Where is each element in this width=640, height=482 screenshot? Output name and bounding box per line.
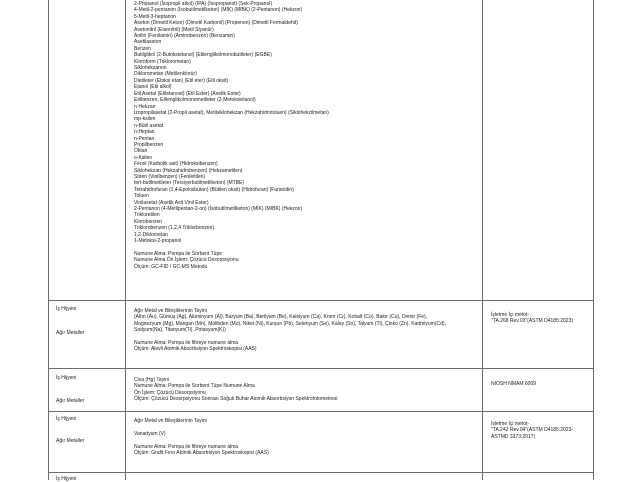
row-divider	[48, 368, 594, 369]
method-line: "TA.242 Rev.04"(ASTM D4185:2023-	[491, 427, 574, 434]
measurement-line: Ölçüm: GC-FID / GC-MS Metodu	[134, 263, 208, 270]
analyte-line: 4-Metil-2-pentanon (İsobutilmetilketon) (MİK) (MIBK) (2-Pentanon) (Hekzon)	[134, 7, 303, 14]
measurement-line: Ölçüm: Grafit Fırın Atomik Absorbsiyon Spektroskopisi (AAS)	[134, 450, 269, 456]
analyte-line: 2-Propanol (İzopropil alkol) (IPA) (İsopropanol) (Sek-Propanol)	[134, 1, 273, 7]
sampling-line: Numune Alma: Pompa ile filtreye numune alma	[134, 443, 239, 450]
analyte-line: Vinilasetat (Asetik Asit Vinil Ester)	[134, 199, 209, 206]
category-label: İş Hijyeni	[56, 476, 77, 482]
analyte-line: Etilbenzen, Etilenglikolmonometileter (2-Metoksietanol)	[134, 97, 256, 104]
row-divider	[48, 300, 594, 301]
analyte-line: Etanol (Etil alkol)	[134, 84, 172, 91]
test-description-cell	[134, 418, 269, 456]
column-divider	[125, 0, 126, 480]
analyte-line: n-Heptan	[134, 129, 155, 136]
analyte-line: n-Hekzan	[134, 103, 156, 110]
sampling-line: Numune Alma: Pompa ile Sorbent Tüpe Numune Alma	[134, 383, 255, 390]
test-description-cell	[134, 377, 337, 403]
analyte-line: Siklohekzanon	[134, 65, 167, 72]
test-title: Ağır Metal ve Bileşiklerinin Tayini	[134, 418, 207, 424]
method-line: İşletme İçi metot-	[491, 421, 530, 427]
analyte-list-line: (Altın (Au), Gümüş (Ag), Alüminyum (Al), Baryum (Ba), Berilyum (Be), Kalsiyum (Ca), Krom (Cr), Kobalt (Co), Bakır (Cu), Demir (Fe),	[134, 314, 428, 321]
pretreatment-line: Ön İşlem: Çözücü Desorpsiyonu	[134, 389, 206, 396]
sampling-line: Numune Alma: Pompa ile Sorbent Tüpe	[134, 250, 223, 257]
method-line: "TA.268 Rev.03"(ASTM D4185:2023)	[491, 318, 574, 325]
test-title: Ağır Metal ve Bileşiklerinin Tayini	[134, 308, 207, 314]
analyte-line: Aseton (Dimetil Keton) (Dimetil Karbonil) (Propenon) (Dimetil Formaldehit)	[134, 20, 298, 27]
analyte-line: Toluen	[134, 193, 149, 200]
analyte-line: Asetilaseton	[134, 39, 162, 46]
analyte-line: Etil Asetat (Etiletanoat) (Etil Ester) (Asetik Ester)	[134, 90, 241, 97]
analyte-line: 5-Metil-3-heptanon	[134, 13, 176, 20]
analyte-list-line: Magnezyum (Mg), Mangan (Mn), Molibden (Mo), Nikel (Ni), Kurşun (Pb), Selenyum (Se), Kalay (Sn), Talyum (Tl), Çinko (Zn), Kadmiyum(Cd),	[134, 320, 446, 327]
analyte-line: Kloroform (Triklorometan)	[134, 58, 191, 65]
method-reference-cell	[491, 312, 573, 325]
method-reference-cell	[491, 381, 536, 387]
method-line: NIOSH NMAM 6009	[491, 381, 537, 387]
analyte-line: Stiren (Vinilbenzen) (Feniletilen)	[134, 173, 206, 180]
analyte-line: Butilglikol (2-Butoksietanol) (Etilenglikolmonobutileter) (EGBE)	[134, 52, 272, 59]
analyte-line: 2-Pentanon (4-Metilpentan-2-on) (İsobutilmetilketon) (MİK) (MIBK) (Hekzon)	[134, 206, 303, 212]
method-line: ASTMD 3373:2017)	[491, 433, 536, 440]
method-reference-cell	[491, 421, 573, 440]
analyte-line: İzopropilasetat (2-Propil asetat), Metilsiklohekzan (Hekzahidrotoluen) (Siklohekzilmetan)	[134, 109, 329, 116]
analyte-line: Asetonitril (Etannitril) (Metil Siyanür)	[134, 26, 214, 33]
category-label: İş Hijyeni	[56, 416, 77, 422]
accreditation-scope-table	[48, 0, 594, 480]
analyte-list-line: Sodyum(Na), Titanyum(Ti), Potasyum(K))	[134, 327, 226, 334]
analyte-line: mp-ksilen	[134, 116, 156, 123]
table-border-left	[48, 0, 49, 480]
analyte-line: n-Bütil asetat	[134, 122, 164, 129]
pretreatment-line: Numune Alma Ön İşlem: Çözücü Desorpsiyonu	[134, 257, 239, 264]
column-divider	[482, 0, 483, 480]
row-divider	[48, 472, 594, 473]
analyte-line: Diklorometan (Metilenklorür)	[134, 71, 197, 78]
analyte-line: Klorobenzen	[134, 218, 163, 225]
subcategory-label: Ağır Metaller	[56, 438, 85, 444]
analyte-line: Tetrahidrofuran (1,4-Epoksibütan) (Bütilen oksit) (Hidrofuran) (Furanidin)	[134, 186, 294, 193]
analyte-line: Dietileter (Etoksi etan) (Etil eter) (Etil oksit)	[134, 77, 229, 84]
analyte-line: n-Pentan	[134, 135, 155, 142]
analyte-line: o-Ksilen	[134, 154, 153, 161]
measurement-line: Ölçüm: Çözücü Desorpsiyonu Sonrası Soğuk Buhar Atomik Absorbsiyon Spektrofotometresi	[134, 396, 338, 403]
analyte-line: Oktan	[134, 148, 148, 155]
subcategory-label: Ağır Metaller	[56, 398, 85, 404]
analyte-line: Trikloretilen	[134, 212, 160, 219]
analyte-line: Triklorobenzen (1,2,4 Triklorbenzen)	[134, 225, 215, 232]
analyte-line: Siklohekzan (Hekzahidrobenzen) (Hekzametilen)	[134, 167, 243, 174]
row-divider	[48, 411, 594, 412]
analyte-line: Fenol (Karbolik asit) (Hidroksibenzen)	[134, 161, 218, 168]
test-description-cell	[134, 308, 446, 353]
category-label: İş Hijyeni	[56, 306, 77, 312]
analyte-line: 1,2-Dikloroetan	[134, 231, 168, 238]
test-title: Civa (Hg) Tayini	[134, 377, 170, 383]
analyte-line: 1-Metoksi-2-propanol	[134, 238, 182, 245]
analyte-line: tert-butilmetileter (Tersiyerbutilmetilketon) (MTBE)	[134, 180, 245, 187]
table-border-right	[593, 0, 594, 480]
analyte-line: Propilbenzen	[134, 141, 164, 148]
analyte-line: Benzen	[134, 45, 151, 52]
sampling-line: Numune Alma: Pompa ile filtreye numune alma	[134, 340, 239, 347]
category-label: İş Hijyeni	[56, 375, 77, 381]
subcategory-label: Ağır Metaller	[56, 330, 85, 336]
analyte-line: Anilin (Fenilamin) (Aminobenzen) (Benzamin)	[134, 33, 235, 40]
measurement-line: Ölçüm: Alevli Atomik Absorbsiyon Spektroskopisi (AAS)	[134, 346, 257, 353]
test-description-cell	[134, 1, 329, 270]
analyte-line: Vanadyum (V)	[134, 430, 166, 437]
method-line: İşletme İçi metot-	[491, 312, 530, 318]
